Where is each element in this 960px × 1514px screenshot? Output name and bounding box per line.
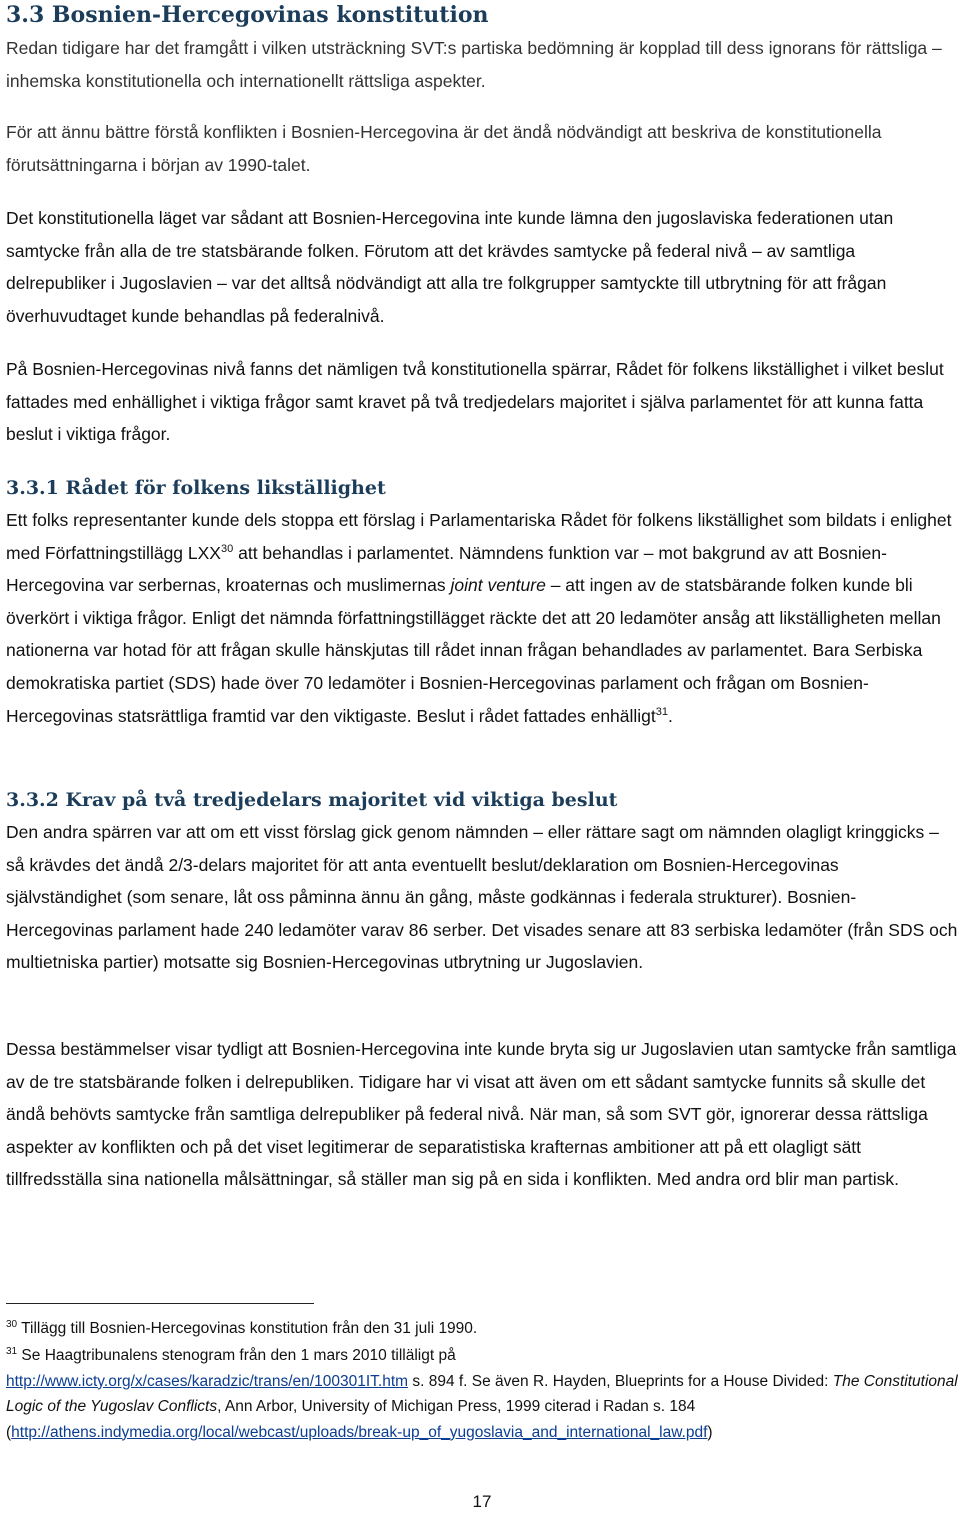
section-heading: 3.3 Bosnien-Hercegovinas konstitution xyxy=(6,2,489,28)
text-run: att behandlas i parlamentet. Nämndens funktion var – mot bakgrund av att Bosnien-Hercegovina var serbernas, kroaternas och muslimernas xyxy=(6,542,887,596)
intro-paragraph-1: Redan tidigare har det framgått i vilken utsträckning SVT:s partiska bedömning är kopplad till dess ignorans för rättsliga – inhemska konstitutionella och internationellt rättsliga aspekter. xyxy=(6,38,942,91)
icty-transcript-link[interactable]: http://www.icty.org/x/cases/karadzic/trans/en/100301IT.htm xyxy=(6,1372,409,1390)
footnote-text: , Ann Arbor, University of Michigan Press, 1999 citerad i Radan s. 184 ( xyxy=(6,1398,696,1441)
subsection-2-paragraph-1: Den andra spärren var att om ett visst förslag gick genom nämnden – eller rättare sagt om nämnden olagligt kringgicks – så krävdes det ändå 2/3-delars majoritet för att anta eventuellt beslut/deklaration om Bosnien-Hercegovinas självständighet (som senare, låt oss påminna ännu än gång, måste godkännas i federala strukturer). Bosnien-Hercegovinas parlament hade 240 ledamöter varav 86 serber. Det visades senare att 83 serbiska ledamöter (från SDS och multietniska partier) motsatte sig Bosnien-Hercegovinas utbrytning ur Jugoslavien. xyxy=(6,822,958,973)
page-number: 17 xyxy=(472,1492,492,1511)
text-run: . xyxy=(668,705,673,726)
subsection-heading-2: 3.3.2 Krav på två tredjedelars majoritet vid viktiga beslut xyxy=(6,789,618,811)
footnote-ref-30[interactable]: 30 xyxy=(220,542,234,555)
footnote-separator xyxy=(6,1303,314,1304)
footnote-text: Se Haagtribunalens stenogram från den 1 mars 2010 tilläligt på xyxy=(17,1347,456,1364)
footnote-31 xyxy=(6,1343,958,1445)
footnote-text: s. 894 f. Se även R. Hayden, Blueprints for a House Divided: xyxy=(408,1372,833,1390)
italic-term: joint venture xyxy=(450,575,546,596)
text-run: Ett folks representanter kunde dels stoppa ett förslag i Parlamentariska Rådet för folkens likställighet som bildats i enlighet med Författningstillägg LXX xyxy=(6,510,952,563)
footnote-ref-31[interactable]: 31 xyxy=(655,705,669,718)
indymedia-pdf-link[interactable]: http://athens.indymedia.org/local/webcast/uploads/break-up_of_yugoslavia_and_international_law.pdf xyxy=(11,1423,708,1441)
footnote-30 xyxy=(6,1316,958,1342)
footnote-number: 31 xyxy=(6,1345,18,1357)
footnote-number: 30 xyxy=(6,1318,18,1330)
footnote-text: ) xyxy=(707,1423,713,1441)
subsection-2-paragraph-2: Dessa bestämmelser visar tydligt att Bosnien-Hercegovina inte kunde bryta sig ur Jugoslavien utan samtycke från samtliga av de tre statsbärande folken i delrepubliken. Tidigare har vi visat att även om ett sådant samtycke funnits så skulle det ändå behövts samtycke från samtliga delrepubliker på federal nivå. När man, så som SVT gör, ignorerar dessa rättsliga aspekter av konflikten och på det viset legitimerar de separatistiska krafternas ambitioner att på ett olagligt sätt tillfredsställa sina nationella målsättningar, så ställer man sig på en sida i konflikten. Med andra ord blir man partisk. xyxy=(6,1039,957,1190)
footnote-text: Tillägg till Bosnien-Hercegovinas konstitution från den 31 juli 1990. xyxy=(17,1320,478,1337)
body-paragraph-2: På Bosnien-Hercegovinas nivå fanns det nämligen två konstitutionella spärrar, Rådet för folkens likställighet i vilket beslut fattades med enhällighet i viktiga frågor samt kravet på två tredjedelars majoritet i själva parlamentet för att kunna fatta beslut i viktiga frågor. xyxy=(6,359,944,445)
subsection-1-paragraph xyxy=(6,504,958,732)
text-run: – att ingen av de statsbärande folken kunde bli överkört i viktiga frågor. Enligt det nämnda författningstillägget räckte det att 20 ledamöter ansåg att likställigheten mellan nationerna var hotad för att frågan skulle hänskjutas till rådet innan frågan behandlades av parlamentet. Bara Serbiska demokratiska partiet (SDS) hade över 70 ledamöter i Bosnien-Hercegovinas parlament och frågan om Bosnien-Hercegovinas statsrättliga framtid var den viktigaste. Beslut i rådet fattades enhälligt xyxy=(6,575,941,726)
body-paragraph-1: Det konstitutionella läget var sådant att Bosnien-Hercegovina inte kunde lämna den jugoslaviska federationen utan samtycke från alla de tre statsbärande folken. Förutom att det krävdes samtycke på federal nivå – av samtliga delrepubliker i Jugoslavien – var det alltså nödvändigt att alla tre folkgrupper samtyckte till utbrytning för att frågan överhuvudtaget kunde behandlas på federalnivå. xyxy=(6,208,894,326)
subsection-heading-1: 3.3.1 Rådet för folkens likställighet xyxy=(6,477,386,499)
book-title: The Constitutional Logic of the Yugoslav Conflicts xyxy=(6,1372,958,1415)
intro-paragraph-2: För att ännu bättre förstå konflikten i Bosnien-Hercegovina är det ändå nödvändigt att beskriva de konstitutionella förutsättningarna i början av 1990-talet. xyxy=(6,122,882,175)
